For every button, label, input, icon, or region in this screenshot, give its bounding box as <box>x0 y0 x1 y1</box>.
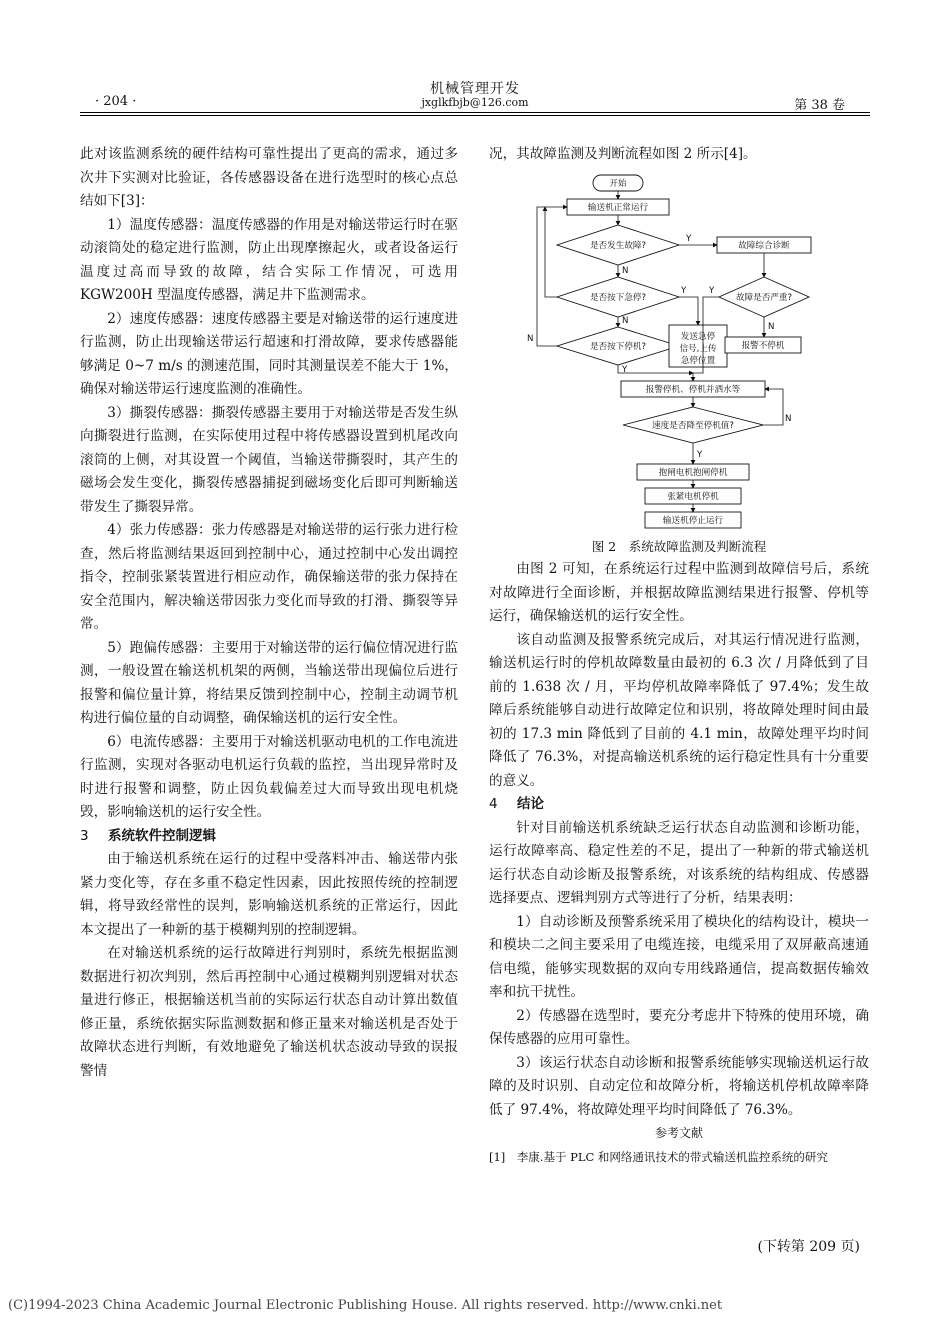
section-number: 3 <box>80 827 89 844</box>
paragraph: 此对该监测系统的硬件结构可靠性提出了更高的需求，通过多次井下实测对比验证，各传感器设备在进行选型时的核心点总结如下[3]： <box>80 146 458 209</box>
flow-arrow <box>537 207 567 346</box>
fc-alarm-nostop-text: 报警不停机 <box>741 340 785 351</box>
paragraph: 3）该运行状态自动诊断和报警系统能够实现输送机运行故障的及时识别、自动定位和故障分析，将输送机停机故障率降低了 97.4%，将故障处理平均时间降低了 76.3%。 <box>489 1054 869 1118</box>
section-title: 结论 <box>517 796 544 812</box>
flow-arrow <box>545 207 557 297</box>
fc-n-label: N <box>622 265 629 276</box>
flow-arrow <box>763 389 783 425</box>
fc-n-label: N <box>785 413 792 424</box>
fc-send-text-2: 信号,上传 <box>679 343 717 354</box>
fc-n-label: N <box>527 333 534 344</box>
paragraph: 在对输送机系统的运行故障进行判别时，系统先根据监测数据进行初次判别，然后再控制中心通过模糊判别逻辑对状态量进行修正，根据输送机当前的实际运行状态自动计算出数值修正量，系统依据实际监测数据和修正量来对输送机是否处于故障状态进行判断，有效地避免了输送机状态波动导致的误报警情 <box>80 945 458 1079</box>
fc-n-label: N <box>768 321 775 332</box>
fc-send-text-1: 发送急停 <box>680 331 716 342</box>
fc-fault-text: 是否发生故障? <box>589 240 647 251</box>
section-heading-3 <box>80 825 458 849</box>
fc-normal-text: 输送机正常运行 <box>587 202 649 213</box>
fc-n-label: N <box>622 315 629 326</box>
fc-y-label: Y <box>622 364 628 375</box>
fc-brake-text: 抱闸电机抱闸停机 <box>658 467 728 478</box>
paragraph-current-sensor: 6）电流传感器：主要用于对输送机驱动电机的工作电流进行监测，实现对各驱动电机运行负载的监控，当出现异常时及时进行报警和调整，防止因负载偏差过大而导致出现电机烧毁，影响输送机的运行安全性。 <box>80 733 458 820</box>
paragraph: 针对目前输送机系统缺乏运行状态自动监测和诊断功能，运行故障率高、稳定性差的不足，提出了一种新的带式输送机运行状态自动诊断及报警系统，对该系统的结构组成、传感器选择要点、逻辑判别方式等进行了分析，结果表明： <box>489 819 869 906</box>
paragraph-tear-sensor: 3）撕裂传感器：撕裂传感器主要用于对输送带是否发生纵向撕裂进行监测，在实际使用过程中将传感器设置到机尾改向滚筒的上侧，对其设置一个阈值，当输送带撕裂时，其产生的磁场会发生变化，撕裂传感器捕捉到磁场变化后即可判断输送带发生了撕裂异常。 <box>80 404 458 515</box>
paragraph-deviation-sensor: 5）跑偏传感器：主要用于对输送带的运行偏位情况进行监测，一般设置在输送机机架的两侧，当输送带出现偏位后进行报警和偏位量计算，将结果反馈到控制中心，控制主动调节机构进行偏位量的自动调整，确保输送机的运行安全性。 <box>80 639 458 726</box>
paragraph-temperature-sensor: 1）温度传感器：温度传感器的作用是对输送带运行时在驱动滚筒处的稳定进行监测，防止出现摩擦起火，或者设备运行温度过高而导致的故障，结合实际工作情况，可选用 KGW200H 型温度传感器，满足井下监测需求。 <box>80 216 458 303</box>
fc-end-text: 输送机停止运行 <box>662 515 724 526</box>
paragraph: 1）自动诊断及预警系统采用了模块化的结构设计，模块一和模块二之间主要采用了电缆连接，电缆采用了双屏蔽高速通信电缆，能够实现数据的双向专用线路通信，提高数据传输效率和抗干扰性。 <box>489 913 869 1000</box>
journal-email: jxglkfbjb@126.com <box>421 96 529 109</box>
fc-start-text: 开始 <box>609 178 627 189</box>
fc-estop-text: 是否按下急停? <box>589 292 647 303</box>
reference-item: [1] 李康.基于 PLC 和网络通讯技术的带式输送机监控系统的研究 <box>489 1149 828 1164</box>
paragraph: 由图 2 可知，在系统运行过程中监测到故障信号后，系统对故障进行全面诊断，并根据故障监测结果进行报警、停机等运行，确保输送机的运行安全性。 <box>489 561 869 624</box>
section-heading-4 <box>489 793 869 817</box>
continued-note: (下转第 209 页) <box>757 1239 860 1255</box>
fc-y-label: Y <box>681 285 687 296</box>
paragraph: 况，其故障监测及判断流程如图 2 所示[4]。 <box>489 146 757 162</box>
left-column <box>80 143 458 1083</box>
section-number: 4 <box>489 796 498 812</box>
figure-caption: 图 2 系统故障监测及判断流程 <box>591 538 767 554</box>
fc-y-label: Y <box>697 449 703 460</box>
flow-arrow <box>679 297 698 325</box>
fc-tension-text: 张紧电机停机 <box>667 491 719 502</box>
references-title: 参考文献 <box>654 1126 703 1140</box>
fc-diag-text: 故障综合诊断 <box>738 240 790 251</box>
fc-send-text-3: 急停位置 <box>680 355 716 366</box>
fc-stop-text: 是否按下停机? <box>589 341 647 352</box>
copyright-footer: (C)1994-2023 China Academic Journal Electronic Publishing House. All rights reserved. http://www.cnki.net <box>8 1298 723 1313</box>
fc-y-label: Y <box>709 285 715 296</box>
flowchart-svg <box>521 173 821 535</box>
section-title: 系统软件控制逻辑 <box>108 827 216 844</box>
fc-alarm-stop-text: 报警停机、停机并洒水等 <box>645 384 741 395</box>
paragraph: 2）传感器在选型时，要充分考虑井下特殊的使用环境，确保传感器的应用可靠性。 <box>489 1007 869 1047</box>
paragraph: 由于输送机系统在运行的过程中受落料冲击、输送带内张紧力变化等，存在多重不稳定性因素，因此按照传统的控制逻辑，将导致经常性的误判，影响输送机系统的正常运行，因此本文提出了一种新的基于模糊判别的控制逻辑。 <box>80 851 458 938</box>
flowchart-figure <box>521 173 821 535</box>
paragraph-speed-sensor: 2）速度传感器：速度传感器主要是对输送带的运行速度进行监测，防止出现输送带运行超速和打滑故障，要求传感器能够满足 0~7 m/s 的测速范围，同时其测量误差不能大于 1%，确保对输送带运行速度监测的准确性。 <box>80 310 458 397</box>
fc-y-label: Y <box>686 233 692 244</box>
fc-speed-text: 速度是否降至停机值? <box>652 420 734 431</box>
volume-label: 第 38 卷 <box>794 98 845 113</box>
fc-severe-text: 故障是否严重? <box>735 292 793 303</box>
right-column <box>489 143 869 1169</box>
header-rule-top <box>80 112 870 113</box>
header-rule-bottom <box>80 115 870 116</box>
journal-title: 机械管理开发 <box>430 81 520 97</box>
paragraph-tension-sensor: 4）张力传感器：张力传感器是对输送带的运行张力进行检查，然后将监测结果返回到控制中心，通过控制中心发出调控指令，控制张紧装置进行相应动作，确保输送带的张力保持在安全范围内，解决输送带因张力变化而导致的打滑、撕裂等异常。 <box>80 522 458 632</box>
page-number: · 204 · <box>95 94 137 109</box>
paragraph: 该自动监测及报警系统完成后，对其运行情况进行监测，输送机运行时的停机故障数量由最初的 6.3 次 / 月降低到了目前的 1.638 次 / 月，平均停机故障率降低了 97.4%；发生故障后系统能够自动进行故障定位和识别，将故障处理时间由最初的 17.3 min 降低到了目前的 4.1 min，故障处理平均时间降低了 76.3%，对提高输送机系统的运行稳定性具有十分重要的意义。 <box>489 631 869 789</box>
